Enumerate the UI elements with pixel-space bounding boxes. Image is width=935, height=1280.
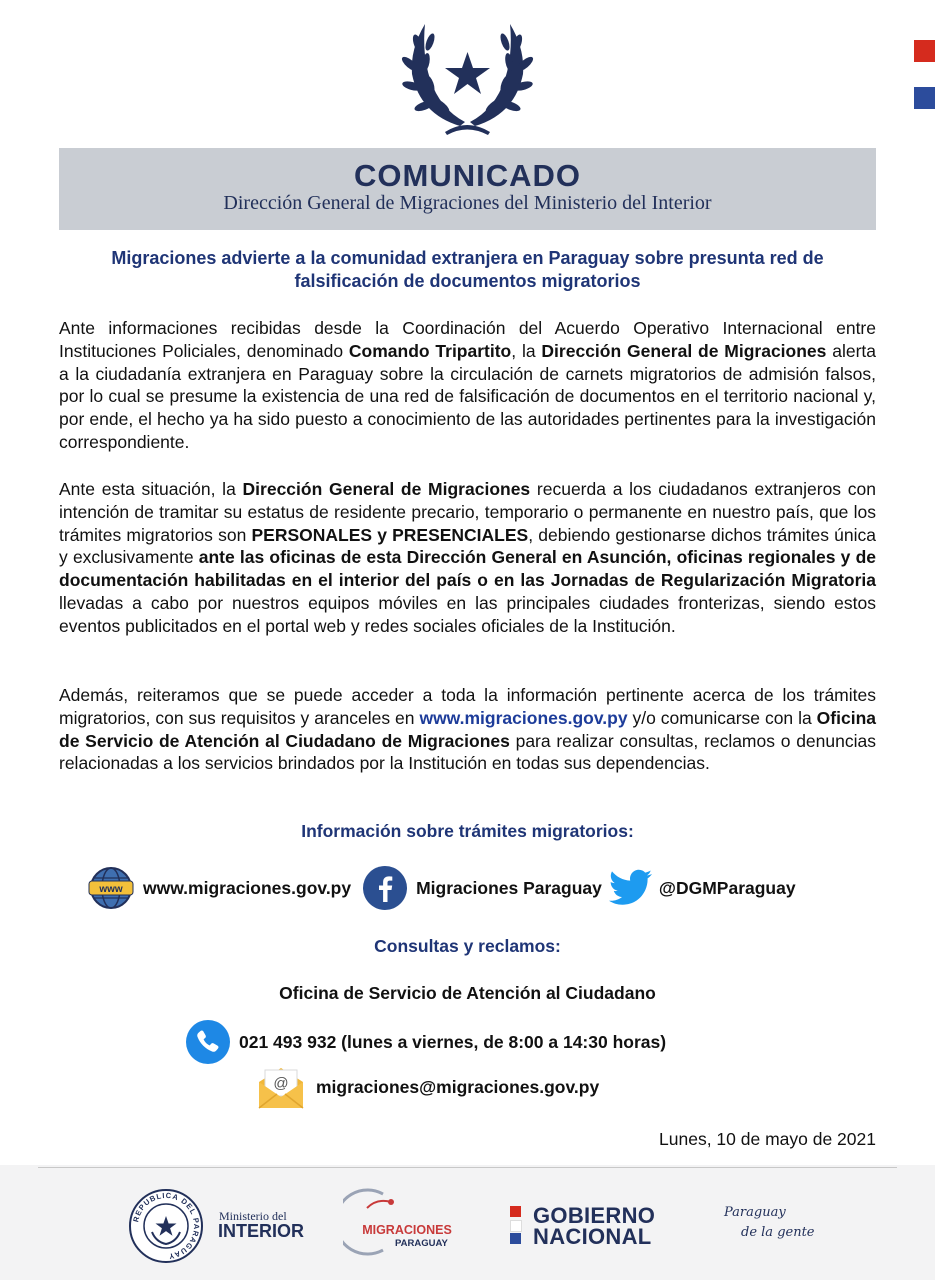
globe-www-icon <box>88 866 134 910</box>
p3-text-3: para realizar consultas, reclamos o denuncias relacionadas a los servicios brindados por la Institución en todas sus dependencias. <box>59 730 876 774</box>
gobierno-blue-square <box>510 1233 521 1244</box>
p2-text-3: , debiendo gestionarse dichos trámites única y exclusivamente <box>59 524 877 568</box>
p2-text-2: recuerda a los ciudadanos extranjeros con intención de tramitar su estatus de residente precario, temporario o permanente en nuestro país, que los trámites migratorios son <box>59 479 876 545</box>
p2-bold-2: PERSONALES y PRESENCIALES <box>251 524 529 545</box>
p3-text-2: y/o comunicarse con la <box>627 707 817 728</box>
info-heading: Información sobre trámites migratorios: <box>301 821 634 841</box>
footer-divider <box>38 1167 897 1168</box>
slogan-line-1: Paraguay <box>724 1205 786 1220</box>
p1-text-2: , la <box>511 340 542 361</box>
p2-bold-3: ante las oficinas de esta Dirección General en Asunción, oficinas regionales y de documentación habilitadas en el interior del país o en las Jornadas de Regularización Migratoria <box>59 547 876 591</box>
email-address[interactable]: migraciones@migraciones.gov.py <box>316 1076 600 1097</box>
phone-row <box>185 1019 666 1065</box>
comunicado-banner <box>59 148 876 230</box>
p1-text-1: Ante informaciones recibidas desde la Coordinación del Acuerdo Operativo Internacional entre Instituciones Policiales, denominado <box>59 318 876 361</box>
facebook-link[interactable]: Migraciones Paraguay <box>416 877 602 898</box>
paragraph-3 <box>59 684 876 775</box>
republic-seal-icon <box>128 1188 204 1264</box>
p1-bold-1: Comando Tripartito <box>348 340 512 361</box>
at-sign-glyph: @ <box>273 1075 289 1092</box>
office-name: Oficina de Servicio de Atención al Ciudadano <box>279 983 656 1003</box>
paragraph-2 <box>59 478 876 638</box>
slogan-line-2: de la gente <box>741 1225 815 1240</box>
p2-text-4: llevadas a cabo por nuestros equipos móviles en las principales ciudades fronterizas, siendo estos eventos publicitados en el portal web y redes sociales oficiales de la Institución. <box>59 592 876 636</box>
headline: Migraciones advierte a la comunidad extranjera en Paraguay sobre presunta red de falsificación de documentos migratorios <box>111 248 824 291</box>
paragraph-1 <box>59 317 876 454</box>
banner-title: COMUNICADO <box>354 158 581 193</box>
gobierno-white-square <box>510 1220 522 1232</box>
p3-bold-1: Oficina de Servicio de Atención al Ciudadano de Migraciones <box>59 707 876 751</box>
twitter-icon[interactable] <box>608 868 654 908</box>
email-row <box>257 1063 599 1111</box>
twitter-handle[interactable]: @DGMParaguay <box>658 877 796 898</box>
p2-text-1: Ante esta situación, la <box>59 479 243 499</box>
social-row <box>88 866 796 910</box>
seal-text: REPUBLICA DEL PARAGUAY <box>131 1190 202 1261</box>
p2-bold-1: Dirección General de Migraciones <box>242 479 531 499</box>
p1-bold-2: Dirección General de Migraciones <box>541 340 827 361</box>
flag-red-mark <box>914 40 935 62</box>
banner-subtitle: Dirección General de Migraciones del Ministerio del Interior <box>223 192 712 214</box>
website-link-inline[interactable]: www.migraciones.gov.py <box>419 707 628 728</box>
flag-blue-mark <box>914 87 935 109</box>
gobierno-line-2: NACIONAL <box>533 1224 652 1249</box>
ministerio-label-big: INTERIOR <box>218 1221 305 1241</box>
phone-number[interactable]: 021 493 932 (lunes a viernes, de 8:00 a 14:30 horas) <box>239 1031 667 1052</box>
gobierno-line-1: GOBIERNO <box>533 1203 656 1228</box>
www-badge-text: www <box>99 884 123 895</box>
migraciones-country: PARAGUAY <box>395 1238 448 1249</box>
website-link[interactable]: www.migraciones.gov.py <box>143 877 352 898</box>
consultas-heading: Consultas y reclamos: <box>374 936 561 956</box>
ministerio-label-small: Ministerio del <box>219 1209 287 1223</box>
migraciones-wordmark: MIGRACIONES <box>362 1223 452 1237</box>
p3-text-1: Además, reiteramos que se puede acceder a toda la información pertinente acerca de los trámites migratorios, con sus requisitos y aranceles en <box>59 685 876 728</box>
document-date: Lunes, 10 de mayo de 2021 <box>659 1129 876 1149</box>
facebook-icon[interactable] <box>362 865 408 911</box>
phone-icon <box>185 1019 231 1065</box>
gobierno-red-square <box>510 1206 521 1217</box>
p1-text-3: alerta a la ciudadanía extranjera en Paraguay sobre la circulación de carnets migratorios de admisión falsos, por lo cual se presume la existencia de una red de falsificación de documentos en el territorio nacional y, por ende, el hecho ya ha sido puesto a conocimiento de las autoridades pertinentes para la investigación correspondiente. <box>59 340 877 452</box>
email-envelope-icon <box>257 1064 305 1110</box>
star-laurel-emblem <box>400 14 535 136</box>
